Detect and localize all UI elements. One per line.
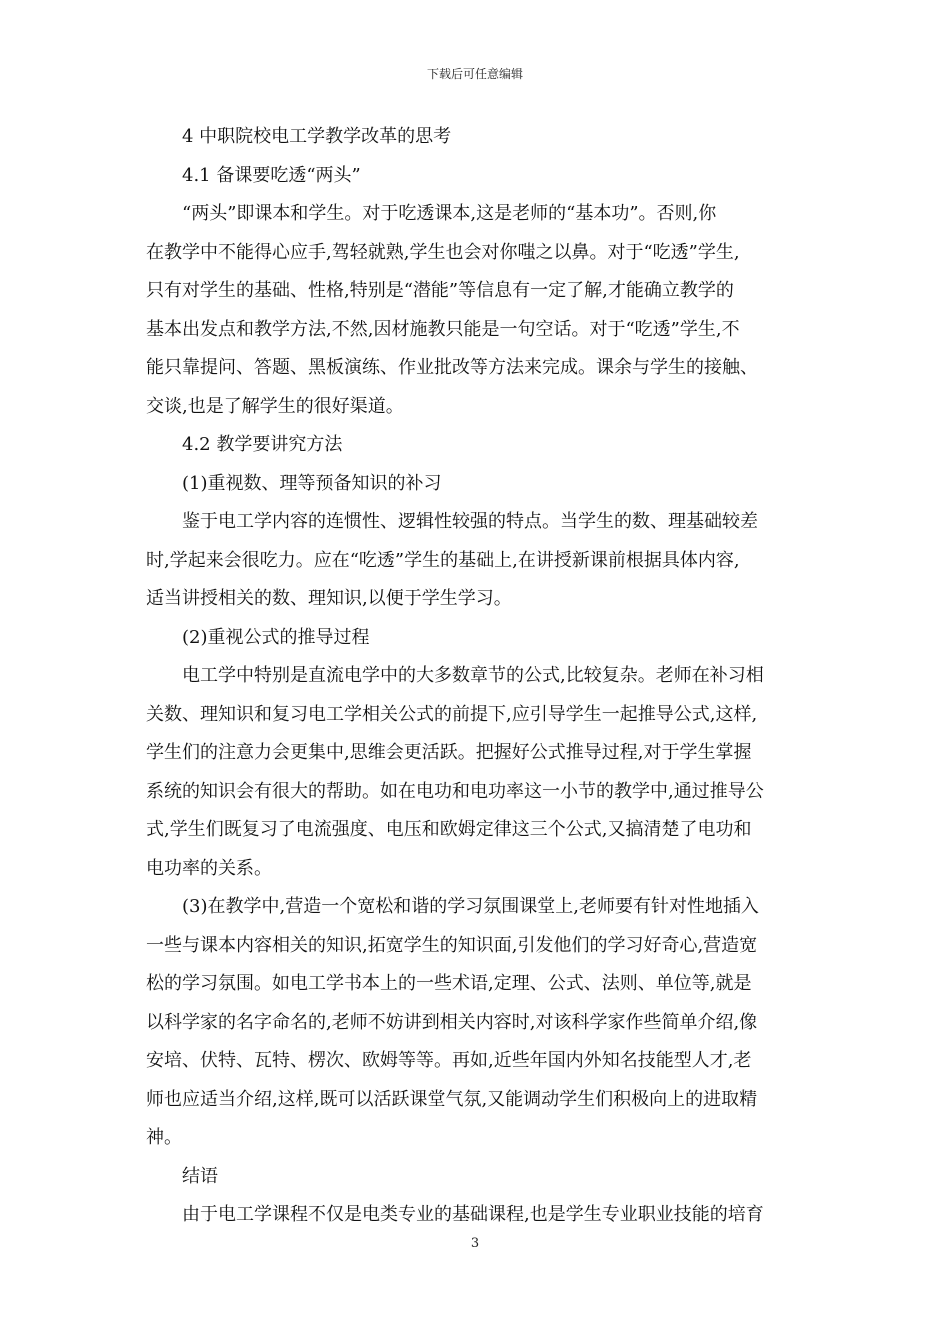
paragraph-line: 在教学中不能得心应手,驾轻就熟,学生也会对你嗤之以鼻。对于“吃透”学生,	[146, 241, 740, 263]
paragraph-line: 神。	[146, 1127, 182, 1148]
section-heading: 结语	[182, 1165, 218, 1187]
paragraph-line: “两头”即课本和学生。对于吃透课本,这是老师的“基本功”。否则,你	[182, 203, 717, 224]
paragraph-line: 鉴于电工学内容的连惯性、逻辑性较强的特点。当学生的数、理基础较差	[182, 511, 758, 532]
paragraph-line: 学生们的注意力会更集中,思维会更活跃。把握好公式推导过程,对于学生掌握	[146, 742, 752, 763]
paragraph-line: 基本出发点和教学方法,不然,因材施教只能是一句空话。对于“吃透”学生,不	[146, 318, 740, 340]
paragraph-line: (3)在教学中,营造一个宽松和谐的学习氛围课堂上,老师要有针对性地插入	[182, 896, 759, 917]
paragraph-line: 以科学家的名字命名的,老师不妨讲到相关内容时,对该科学家作些简单介绍,像	[146, 1011, 758, 1033]
paragraph-line: 时,学起来会很吃力。应在“吃透”学生的基础上,在讲授新课前根据具体内容,	[146, 549, 740, 571]
paragraph-line: 安培、伏特、瓦特、楞次、欧姆等等。再如,近些年国内外知名技能型人才,老	[146, 1050, 752, 1071]
body-text	[146, 118, 818, 1235]
section-heading: (1)重视数、理等预备知识的补习	[182, 472, 442, 494]
section-heading: 4.1 备课要吃透“两头”	[182, 164, 361, 186]
paragraph-line: 一些与课本内容相关的知识,拓宽学生的知识面,引发他们的学习好奇心,营造宽	[146, 934, 758, 956]
paragraph-line: 只有对学生的基础、性格,特别是“潜能”等信息有一定了解,才能确立教学的	[146, 280, 734, 301]
section-heading: (2)重视公式的推导过程	[182, 626, 370, 648]
page-number: 3	[470, 1236, 480, 1251]
paragraph-line: 适当讲授相关的数、理知识,以便于学生学习。	[146, 588, 512, 609]
paragraph-line: 能只靠提问、答题、黑板演练、作业批改等方法来完成。课余与学生的接触、	[146, 357, 758, 378]
paragraph-line: 关数、理知识和复习电工学相关公式的前提下,应引导学生一起推导公式,这样,	[146, 703, 758, 725]
page-header: 下载后可任意编辑	[426, 67, 523, 81]
paragraph-line: 交谈,也是了解学生的很好渠道。	[146, 395, 404, 417]
section-heading: 4.2 教学要讲究方法	[182, 434, 343, 455]
paragraph-line: 电功率的关系。	[146, 857, 272, 879]
section-heading: 4 中职院校电工学教学改革的思考	[182, 126, 452, 147]
paragraph-line: 系统的知识会有很大的帮助。如在电功和电功率这一小节的教学中,通过推导公	[146, 780, 764, 802]
paragraph-line: 由于电工学课程不仅是电类专业的基础课程,也是学生专业职业技能的培育	[182, 1204, 764, 1225]
paragraph-line: 电工学中特别是直流电学中的大多数章节的公式,比较复杂。老师在补习相	[182, 665, 764, 686]
paragraph-line: 松的学习氛围。如电工学书本上的一些术语,定理、公式、法则、单位等,就是	[146, 973, 752, 994]
paragraph-line: 师也应适当介绍,这样,既可以活跃课堂气氛,又能调动学生们积极向上的进取精	[146, 1088, 758, 1110]
paragraph-line: 式,学生们既复习了电流强度、电压和欧姆定律这三个公式,又搞清楚了电功和	[146, 819, 752, 840]
